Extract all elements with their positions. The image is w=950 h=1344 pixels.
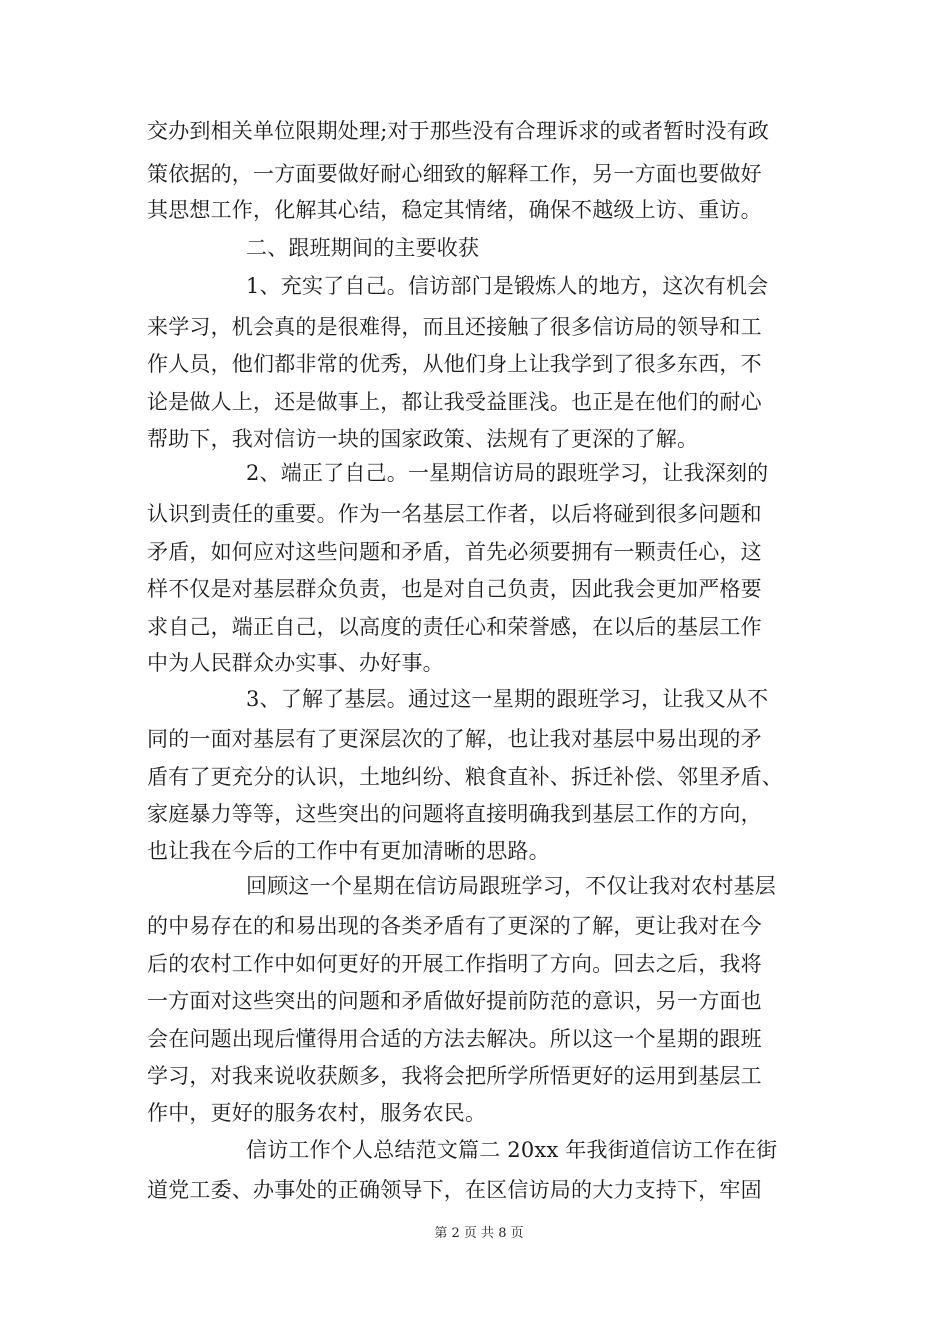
body-text-line: 帮助下，我对信访一块的国家政策、法规有了更深的了解。 — [147, 427, 699, 451]
body-text-line: 求自己，端正自己，以高度的责任心和荣誉感，在以后的基层工作 — [147, 615, 762, 639]
body-text-line: 认识到责任的重要。作为一名基层工作者，以后将碰到很多问题和 — [147, 502, 762, 526]
body-text-line: 1、充实了自己。信访部门是锻炼人的地方，这次有机会 — [246, 274, 769, 298]
body-text-line: 也让我在今后的工作中有更加清晰的思路。 — [147, 839, 550, 863]
body-text-line: 3、了解了基层。通过这一星期的跟班学习，让我又从不 — [246, 687, 769, 711]
body-text-line: 中为人民群众办实事、办好事。 — [147, 651, 444, 675]
body-text-line: 来学习，机会真的是很难得，而且还接触了很多信访局的领导和工 — [147, 315, 762, 339]
page-number: 第 2 页 共 8 页 — [434, 1226, 524, 1241]
body-text-line: 一方面对这些突出的问题和矛盾做好提前防范的意识，另一方面也 — [147, 989, 762, 1013]
body-text-line: 其思想工作，化解其心结，稳定其情绪，确保不越级上访、重访。 — [147, 198, 762, 222]
body-text-line: 策依据的，一方面要做好耐心细致的解释工作，另一方面也要做好 — [147, 162, 762, 186]
body-text-line: 盾有了更充分的认识，土地纠纷、粮食直补、拆迁补偿、邻里矛盾、 — [147, 765, 783, 789]
body-text-line: 样不仅是对基层群众负责，也是对自己负责，因此我会更加严格要 — [147, 577, 762, 601]
body-text-line: 作人员，他们都非常的优秀，从他们身上让我学到了很多东西，不 — [147, 352, 762, 376]
body-text-line: 会在问题出现后懂得用合适的方法去解决。所以这一个星期的跟班 — [147, 1027, 762, 1051]
body-text-line: 矛盾，如何应对这些问题和矛盾，首先必须要拥有一颗责任心，这 — [147, 540, 762, 564]
body-text-line: 学习，对我来说收获颇多，我将会把所学所悟更好的运用到基层工 — [147, 1064, 762, 1088]
section-heading: 二、跟班期间的主要收获 — [246, 236, 480, 260]
body-text-line: 信访工作个人总结范文篇二 20xx 年我街道信访工作在街 — [246, 1138, 778, 1162]
body-text-line: 作中，更好的服务农村，服务农民。 — [147, 1101, 487, 1125]
body-text-line: 回顾这一个星期在信访局跟班学习，不仅让我对农村基层 — [246, 874, 776, 898]
body-text-line: 交办到相关单位限期处理;对于那些没有合理诉求的或者暂时没有政 — [147, 119, 770, 143]
body-text-line: 道党工委、办事处的正确领导下，在区信访局的大力支持下，牢固 — [147, 1178, 762, 1202]
body-text-line: 论是做人上，还是做事上，都让我受益匪浅。也正是在他们的耐心 — [147, 390, 762, 414]
body-text-line: 2、端正了自己。一星期信访局的跟班学习，让我深刻的 — [246, 461, 769, 485]
body-text-line: 家庭暴力等等，这些突出的问题将直接明确我到基层工作的方向， — [147, 802, 762, 826]
page-footer — [0, 1226, 950, 1242]
body-text-line: 后的农村工作中如何更好的开展工作指明了方向。回去之后，我将 — [147, 952, 762, 976]
body-text-line: 的中易存在的和易出现的各类矛盾有了更深的了解，更让我对在今 — [147, 914, 762, 938]
body-text-line: 同的一面对基层有了更深层次的了解，也让我对基层中易出现的矛 — [147, 727, 762, 751]
